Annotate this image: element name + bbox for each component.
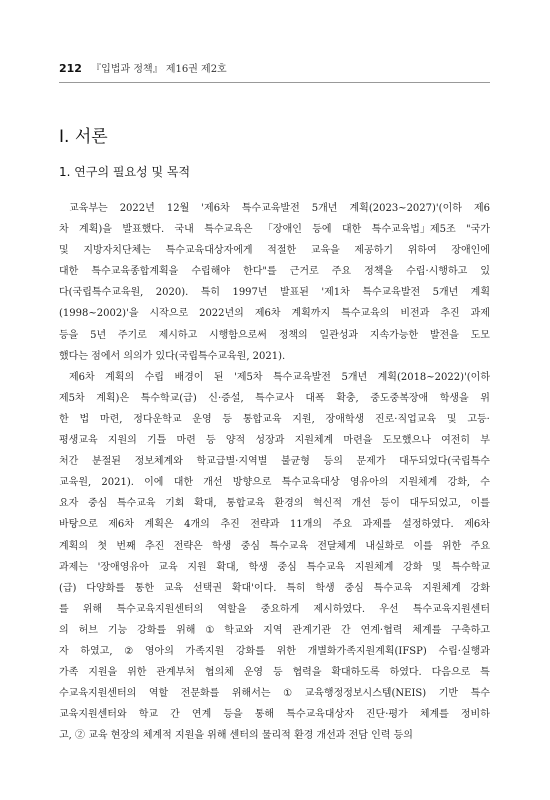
line-text: 했다는 점에서 의의가 있다(국립특수교육원, 2021). [59,350,286,362]
word: 학교 [138,709,159,721]
word: 특수교육의 [341,308,390,320]
word: 강화를 [235,645,265,657]
word: 시행함으로써 [208,329,267,341]
word: 정책을 [364,266,394,278]
word: 가족 [59,667,79,679]
word: 특수학교 [451,561,490,573]
word: 수립·시행하고 [406,266,468,278]
word: 발표했다. [122,224,165,236]
word: 계획(2018~2022)'(이하 [377,371,490,383]
word: 학생 [248,561,268,573]
word: 일관성과 [319,329,359,341]
word: '제6차 [201,203,230,214]
word: 관계부처 [156,667,195,679]
word: 교육지원센터와 [59,709,127,721]
word: 이를 [470,498,490,510]
word: 바탕으로 [59,519,98,531]
word: 마련 [176,435,196,447]
word: 제6 [473,203,490,214]
word: 여전히 [441,435,471,447]
word: 이를 [413,540,433,552]
word: 계획의 [105,371,135,383]
word: 협력을 [292,667,322,679]
word: '장애영유아 [97,561,149,573]
word: 고등· [467,413,490,425]
word: 연계·협력 [360,624,403,636]
word: 방향으로 [232,477,272,489]
word: 기회 [165,498,185,510]
word: 운영 [243,667,264,679]
text-line [59,219,490,240]
word: 등에 [312,224,332,236]
word: 처간 [59,456,79,468]
word: 중도중복장애 [370,392,429,404]
word: 발표된 [279,287,309,299]
word: 중요하게 [260,603,300,615]
word: 위한 [441,540,462,552]
word: 및 [59,245,69,257]
word: 근거로 [289,266,319,278]
word: 정보체계와 [134,456,183,468]
text-line [59,557,490,578]
word: 5개년 [311,203,338,214]
word: 특수교육발전 [362,287,421,299]
word: 정다운학교 [133,413,182,425]
word: 정비하 [460,709,490,721]
word: 중심 [344,582,364,594]
word: 허브 [78,624,98,636]
word: 하였다. [389,667,422,679]
word: 2021). [101,477,134,489]
word: 과제를 [362,519,392,531]
word: 하였고, [80,645,113,657]
text-line [59,409,490,430]
text-line [59,367,490,388]
word: 특히 [286,582,306,594]
word: 배경이 [174,371,204,383]
word: 학생 [212,540,232,552]
word: 기능 [107,624,128,636]
text-line [59,240,490,261]
text-line [59,620,490,641]
word: 연계 [191,709,212,721]
word: 위해 [82,603,103,615]
word: 전략과 [250,519,280,531]
word: 설정하였다. [402,519,454,531]
word: 제시하고 [158,329,198,341]
text-line [59,683,490,704]
word: 특수교육 [116,498,156,510]
journal-title: 『입법과 정책』 제16권 제2호 [91,64,227,75]
word: 대두되었다(국립특수 [399,456,490,468]
word: 국내 [174,224,194,236]
word: 위해 [176,624,196,636]
word: "국가 [466,224,490,236]
word: 통해 [254,709,275,721]
section-title: Ⅰ. 서론 [59,127,108,147]
word: 문제가 [356,456,386,468]
word: 특수교육대상자에게 [165,245,253,257]
word: 부 [480,435,490,447]
word: 수립 [144,371,164,383]
word: 영아의 [144,645,174,657]
word: 역할 [148,688,169,700]
word: 및 [432,561,442,573]
word: 2022년의 [199,308,244,320]
word: 지원체계 [398,477,438,489]
text-line [59,430,490,451]
word: 중심 [240,540,261,552]
header-divider [59,82,490,83]
word: 과제 [470,308,490,320]
word: 대한 [341,224,362,236]
word: 시작으로 [149,308,189,320]
word: 11개의 [289,519,323,531]
text-line [59,599,490,620]
word: 구축하고 [451,624,490,636]
word: 개선 [351,498,371,510]
word: 수립·실행과 [438,645,490,657]
word: 통합교육 [242,413,282,425]
word: 학생을 [439,392,469,404]
word: 추진 [440,308,460,320]
word: 간 [341,624,351,636]
word: 대한 [173,477,194,489]
word: 도모했으나 [382,435,431,447]
word: 계획)은 [96,392,130,404]
word: ② [124,645,134,657]
word: 신·증설, [208,392,244,404]
word: 대두되었고, [409,498,461,510]
word: 내실화로 [365,540,404,552]
text-line [59,514,490,535]
word: 제6차 [254,308,281,320]
word: 요자 [59,498,79,510]
text-line [59,261,490,282]
word: (1998~2002)'을 [59,308,139,320]
word: 등 [222,413,233,425]
word: 확대하도록 [331,667,380,679]
word: 협의체 [204,667,234,679]
word: 제6차 [464,519,490,531]
word: 특수교육대상자 [286,709,354,721]
word: 선택권 [193,582,222,594]
word: 학생 [315,582,335,594]
word: 특수교육은 [204,224,253,236]
word: 적절한 [267,245,297,257]
word: 된 [213,371,224,383]
word: 5년 [90,329,107,341]
word: 특 [480,667,490,679]
word: 지원체계 [422,582,461,594]
word: 지원 [187,561,207,573]
word: 체계를 [412,624,442,636]
word: 등의 [323,456,343,468]
word: 전달체계 [317,540,356,552]
word: 특수교육종합계획을 [91,266,179,278]
word: 중심 [87,498,108,510]
word: 관계기관 [292,624,332,636]
text-line [59,325,490,346]
word: 및 [446,413,457,425]
word: 역할을 [217,603,247,615]
word: 주기로 [117,329,147,341]
running-header [59,60,227,75]
text-line [59,536,490,557]
word: 기반 [438,688,459,700]
word: 다음으로 [431,667,471,679]
word: 확대'이다. [231,582,277,594]
word: 특수학교(급) [140,392,197,404]
text-line [59,472,490,493]
word: 비전과 [400,308,430,320]
word: 특수교육발전 [241,203,300,214]
word: 불균형 [280,456,310,468]
word: 위하여 [407,245,437,257]
text-line [59,451,490,472]
word: 추진 [220,519,240,531]
word: 전략은 [173,540,203,552]
text-line [59,704,490,725]
text-line [59,725,490,746]
word: 계획의 [59,540,88,552]
word: (급) [59,582,77,594]
text-line [59,388,490,409]
word: 다(국립특수교육원, [59,287,144,299]
word: 계획은 [144,519,174,531]
word: 혁신적 [313,498,342,510]
word: 주요 [331,266,352,278]
word: 이에 [144,477,164,489]
word: 교육 [158,561,178,573]
word: 차 [59,224,69,236]
word: 「장애인 [262,224,302,236]
word: 한 [59,413,69,425]
word: 번째 [116,540,136,552]
word: 등 [206,435,216,447]
word: 제시하였다. [313,603,365,615]
word: 개선 [203,477,223,489]
word: 제5차 [59,392,85,404]
body-text [59,198,490,746]
word: 주요 [332,519,352,531]
word: 기틀 [147,435,167,447]
word: 교육행정정보시스템(NEIS) [304,688,427,700]
word: 특수교육대상 [281,477,340,489]
word: 특수교육 [306,561,346,573]
word: 분절된 [91,456,121,468]
word: 2022년 [119,203,155,214]
word: 다양화를 [86,582,125,594]
subsection-title: 1. 연구의 필요성 및 목적 [59,165,191,179]
word: 대폭 [305,392,325,404]
word: 특수교육 [269,540,308,552]
page-number: 212 [59,62,82,75]
word: 교육 [163,582,184,594]
word: 특수교육지원센터 [412,603,490,615]
word: 강화를 [137,624,167,636]
word: 마련을 [343,435,373,447]
word: 통합교육 [226,498,265,510]
word: 위한 [276,645,296,657]
word: 계획(2023~2027)'(이하 [349,203,462,214]
word: 특수교사 [255,392,294,404]
word: 등을 [223,709,243,721]
word: 자 [59,645,69,657]
word: 지역 [263,624,283,636]
word: 1997년 [232,287,268,299]
word: 간 [170,709,180,721]
word: 확대, [216,561,239,573]
word: 계획)을 [79,224,112,236]
word: 교육부는 [69,203,108,214]
word: 교육원, [59,477,92,489]
word: 제6차 [108,519,134,531]
word: 환경의 [274,498,304,510]
word: 강화 [470,582,490,594]
word: 위해서는 [231,688,271,700]
text-line [59,662,490,683]
word: 확대, [194,498,217,510]
text-line [59,198,490,219]
word: 특수교육발전 [273,371,331,383]
word: 5개년 [341,371,368,383]
word: 양적 [225,435,246,447]
word: 제공하기 [354,245,394,257]
word: 지원을 [88,667,118,679]
word: 제6차 [69,371,95,383]
word: 5개년 [432,287,459,299]
word: 등이 [380,498,400,510]
word: 2020). [155,287,189,299]
word: 가족지원 [185,645,225,657]
line-text: 고, ② 교육 현장의 체계적 지원을 위해 센터의 물리적 환경 개선과 전담 인력 등의 [59,730,413,742]
word: 지속가능한 [369,329,419,341]
text-line [59,346,490,367]
word: 4개의 [184,519,210,531]
word: 12월 [166,203,190,214]
word: 진로·직업교육 [374,413,437,425]
word: 확충, [336,392,359,404]
word: '제5차 [234,371,263,383]
word: 대한 [59,266,79,278]
text-line [59,493,490,514]
word: 있 [480,266,490,278]
word: 우선 [379,603,399,615]
word: 마련, [99,413,123,425]
word: 특수 [470,688,490,700]
word: 과제는 [59,561,88,573]
word: '제1차 [321,287,350,299]
word: 성장과 [255,435,285,447]
word: 장애학생 [325,413,365,425]
word: 개별화가족지원계획(IFSP) [307,645,427,657]
word: 진단·평가 [365,709,408,721]
word: 장애인에 [451,245,490,257]
word: 의 [59,624,69,636]
word: 학교급별·지역별 [196,456,268,468]
word: 특수교육법」제5조 [371,224,456,236]
word: 첫 [97,540,107,552]
word: 추진 [145,540,165,552]
word: 도모 [470,329,490,341]
word: 평생교육 [59,435,98,447]
word: 계획 [470,287,490,299]
word: 운영 [192,413,212,425]
word: 특수교육지원센터의 [116,603,204,615]
word: 위한 [127,667,147,679]
word: 수립해야 [191,266,231,278]
word: 영유아의 [349,477,389,489]
word: 주요 [470,540,490,552]
word: 지원, [292,413,315,425]
word: 특수교육 [373,582,413,594]
word: 등을 [59,329,79,341]
text-line [59,578,490,599]
word: 통한 [134,582,155,594]
word: 학교와 [224,624,254,636]
word: 계획까지 [291,308,331,320]
word: 지원체계 [294,435,334,447]
text-line [59,641,490,662]
word: 한다"를 [243,266,277,278]
word: 위 [480,392,490,404]
text-line [59,303,490,324]
word: 중심 [277,561,297,573]
word: 법 [79,413,90,425]
word: 체계를 [419,709,449,721]
word: 강화, [447,477,471,489]
word: 지방자치단체는 [83,245,151,257]
word: ① [283,688,293,700]
word: 정책의 [278,329,308,341]
word: 교육을 [310,245,340,257]
word: 발전을 [429,329,459,341]
word: 전문화를 [180,688,220,700]
word: ① [205,624,215,636]
word: 를 [59,603,69,615]
word: 등 [272,667,283,679]
word: 지원체계 [354,561,394,573]
word: 수 [480,477,490,489]
word: 특히 [200,287,221,299]
text-line [59,282,490,303]
word: 지원의 [107,435,137,447]
word: 강화 [403,561,423,573]
word: 수교육지원센터의 [59,688,137,700]
